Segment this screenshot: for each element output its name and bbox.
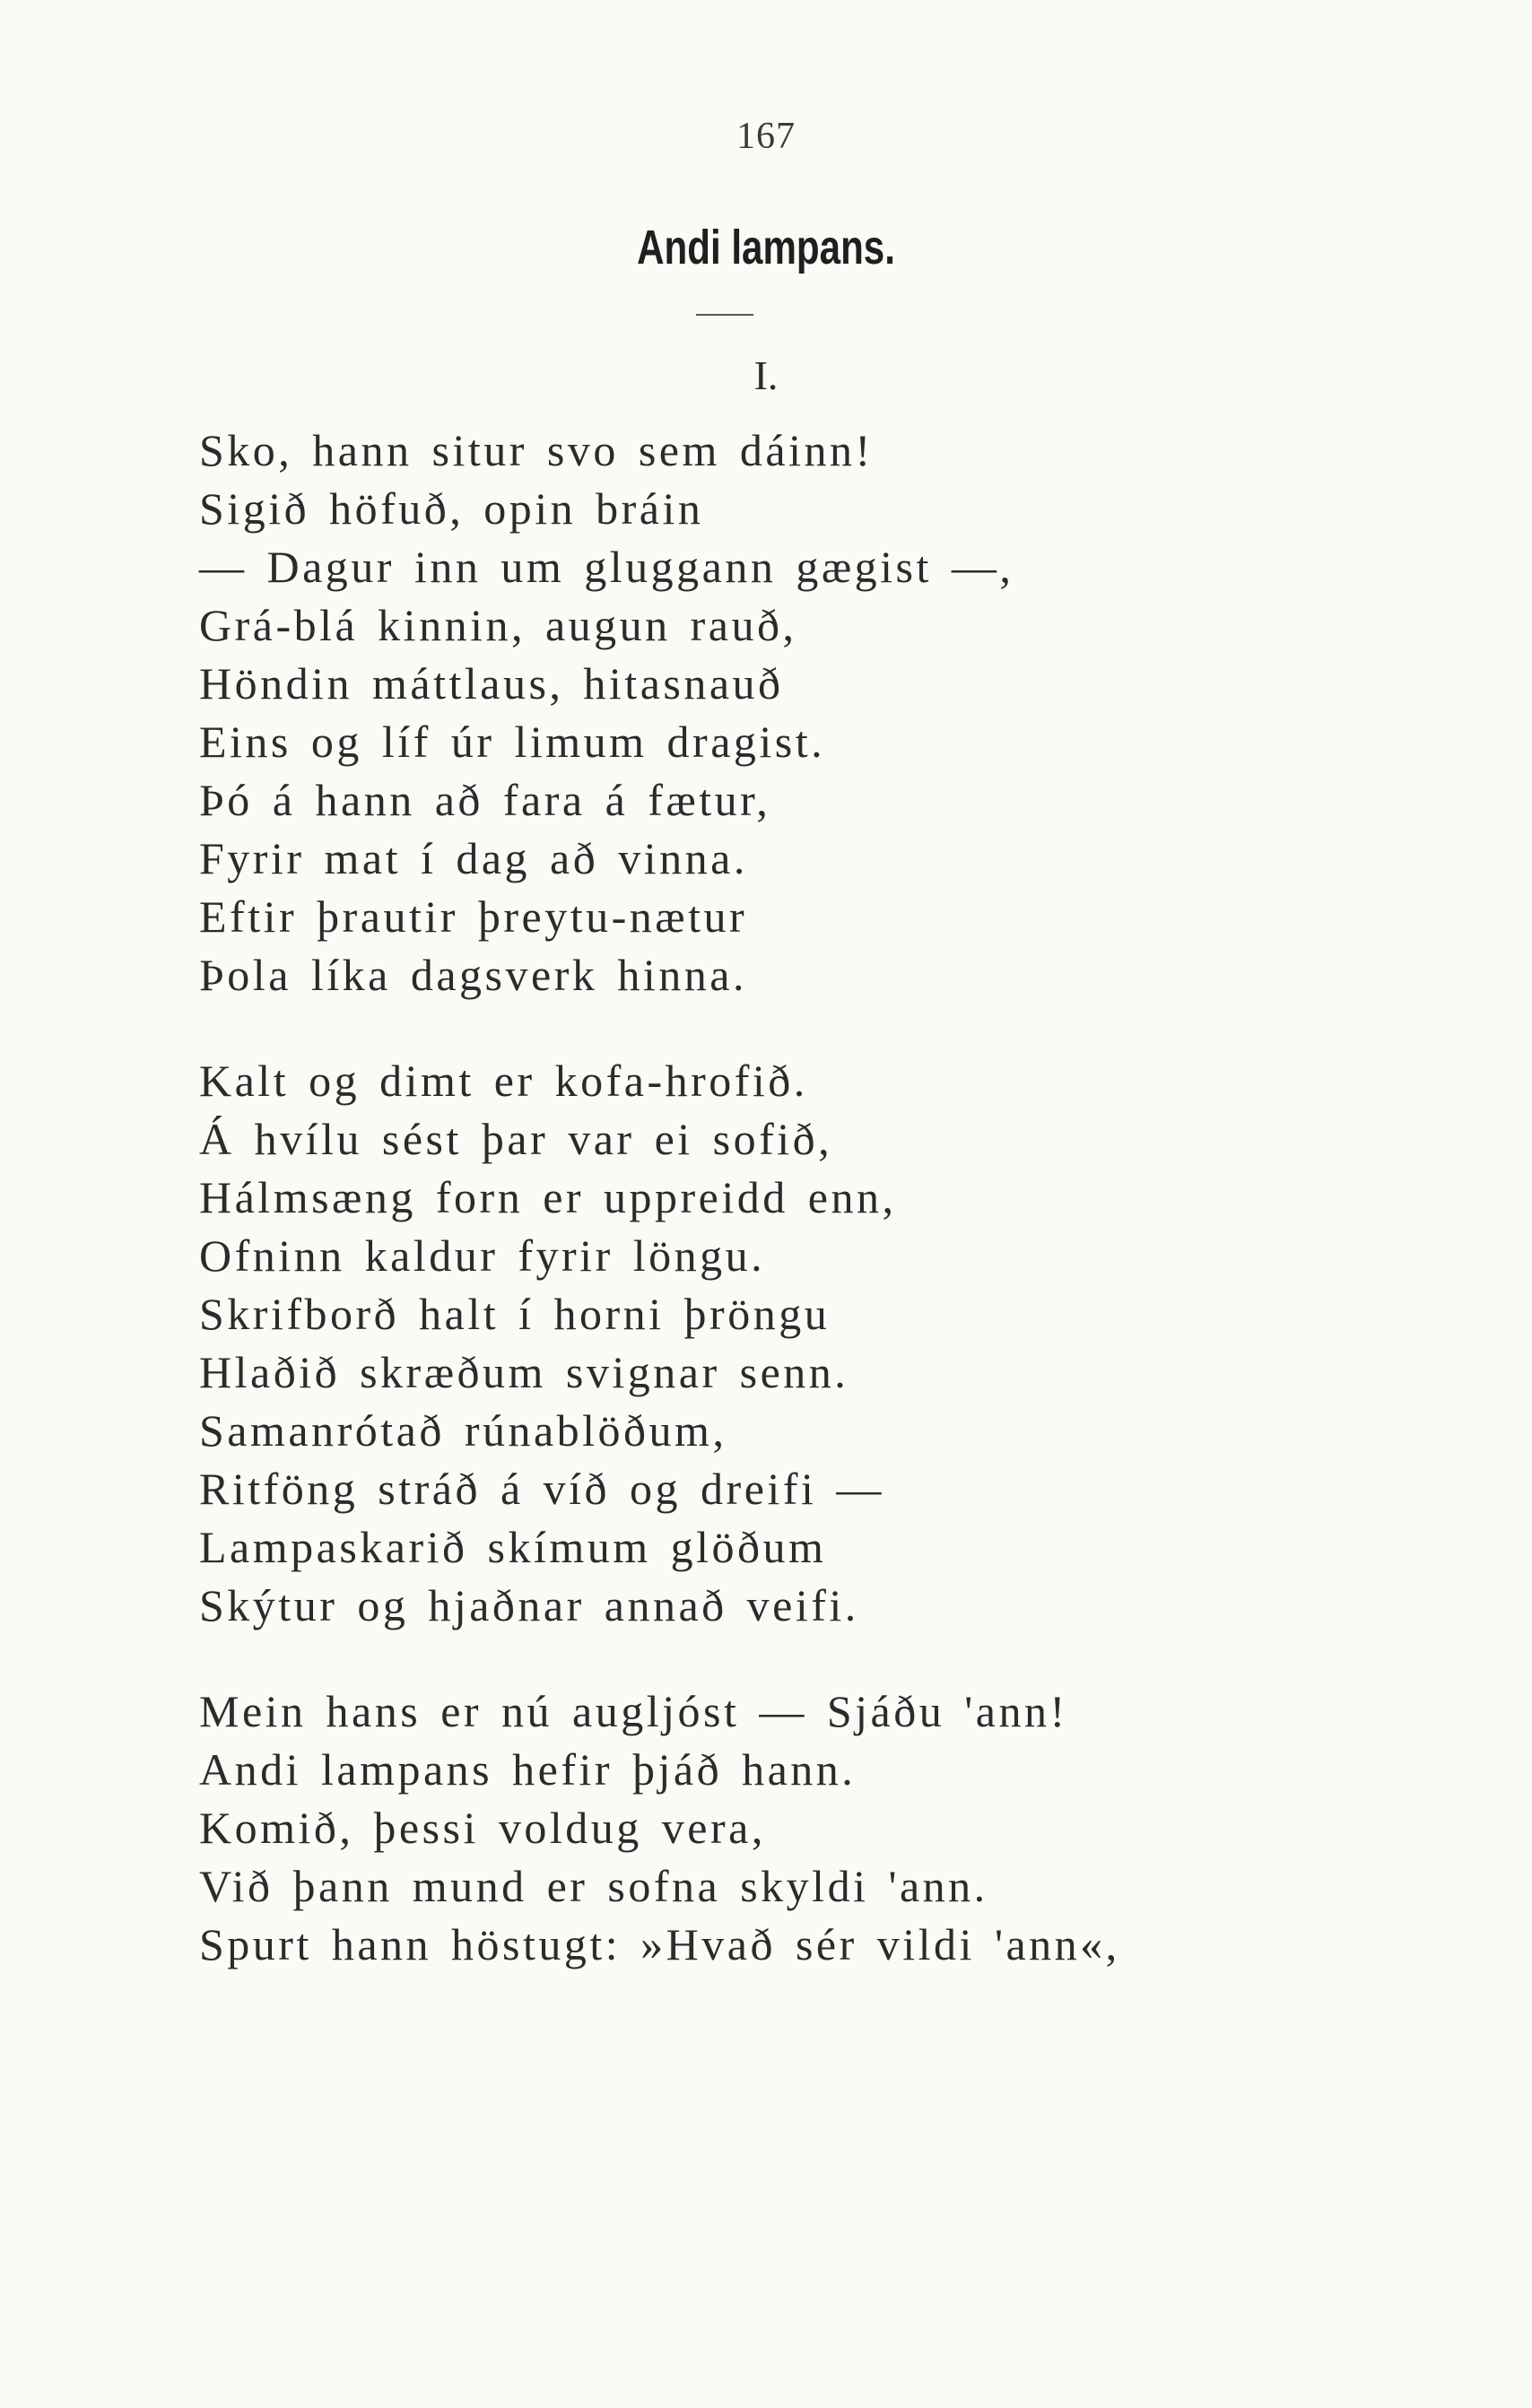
verse-line: Kalt og dimt er kofa-hrofið. [199, 1056, 808, 1106]
verse-line: Höndin máttlaus, hitasnauð [199, 658, 784, 708]
verse-line: Eftir þrautir þreytu-nætur [199, 891, 748, 942]
stanza-2 [199, 1052, 1311, 1635]
verse-line: Þó á hann að fara á fætur, [199, 775, 771, 825]
stanza-1 [199, 422, 1311, 1004]
verse-line: Hlaðið skræðum svignar senn. [199, 1347, 849, 1397]
title-divider [696, 314, 753, 316]
verse-line: Sko, hann situr svo sem dáinn! [199, 425, 874, 475]
verse-line: — Dagur inn um gluggann gægist —, [199, 542, 1014, 592]
verse-line: Fyrir mat í dag að vinna. [199, 833, 748, 883]
verse-line: Eins og líf úr limum dragist. [199, 717, 826, 767]
verse-line: Hálmsæng forn er uppreidd enn, [199, 1172, 897, 1222]
verse-line: Komið, þessi voldug vera, [199, 1803, 766, 1853]
verse-line: Ritföng stráð á víð og dreifi — [199, 1464, 884, 1514]
verse-line: Skrifborð halt í horni þröngu [199, 1289, 831, 1339]
verse-line: Lampaskarið skímum glöðum [199, 1522, 827, 1572]
verse-line: Samanrótað rúnablöðum, [199, 1405, 727, 1456]
stanza-3 [199, 1682, 1311, 1974]
verse-line: Andi lampans hefir þjáð hann. [199, 1744, 857, 1795]
verse-line: Ofninn kaldur fyrir löngu. [199, 1230, 766, 1281]
verse-line: Þola líka dagsverk hinna. [199, 950, 747, 1000]
verse-line: Við þann mund er sofna skyldi 'ann. [199, 1861, 988, 1911]
page-number: 167 [736, 116, 796, 157]
verse-line: Spurt hann höstugt: »Hvað sér vildi 'ann«, [199, 1919, 1120, 1969]
poem-body [199, 422, 1311, 2021]
verse-line: Skýtur og hjaðnar annað veifi. [199, 1580, 859, 1630]
section-number: I. [753, 352, 779, 398]
verse-line: Mein hans er nú augljóst — Sjáðu 'ann! [199, 1686, 1068, 1736]
verse-line: Á hvílu sést þar var ei sofið, [199, 1114, 833, 1164]
verse-line: Grá-blá kinnin, augun rauð, [199, 600, 797, 650]
verse-line: Sigið höfuð, opin bráin [199, 483, 704, 534]
poem-title: Andi lampans. [637, 221, 895, 274]
